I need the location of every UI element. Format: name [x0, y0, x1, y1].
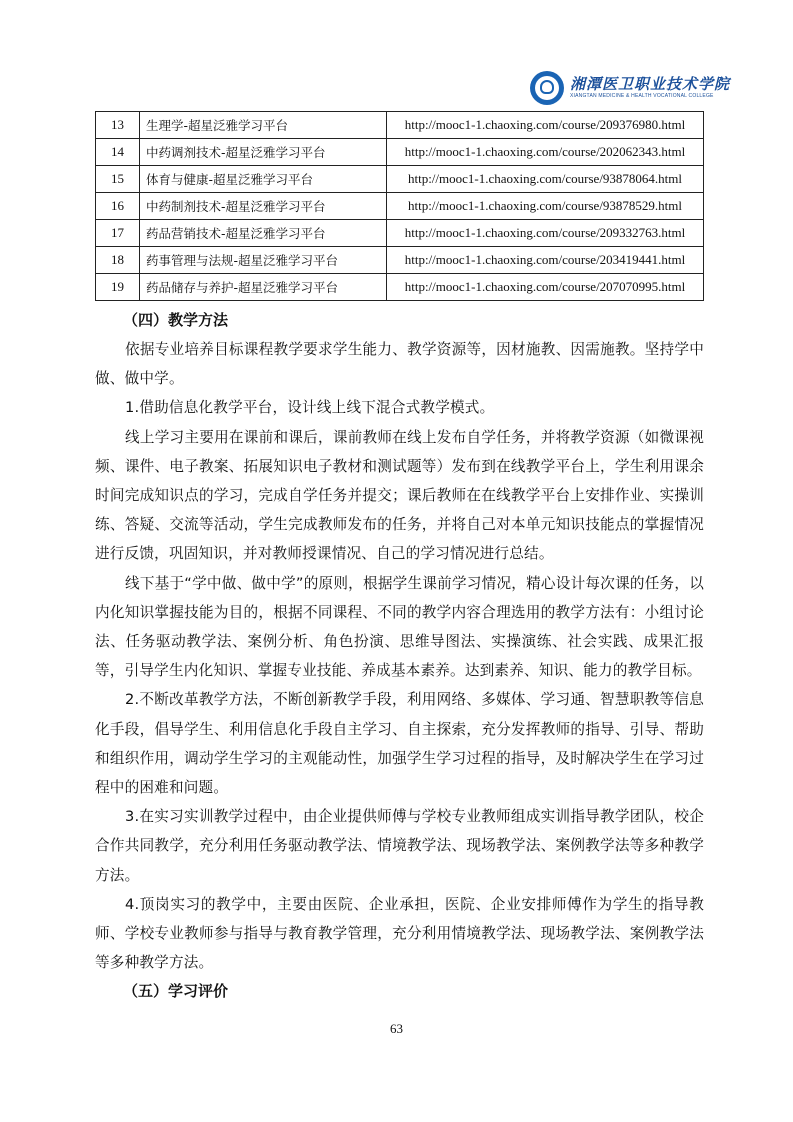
row-number: 18: [96, 247, 140, 274]
course-name: 药品储存与养护-超星泛雅学习平台: [140, 274, 387, 301]
paragraph: 线上学习主要用在课前和课后，课前教师在线上发布自学任务，并将教学资源（如微课视频、课件、电子教案、拓展知识电子教材和测试题等）发布到在线教学平台上，学生利用课余时间完成知识点的学习，完成自学任务并提交；课后教师在在线教学平台上安排作业、实操训练、答疑、交流等活动，学生完成教师发布的任务，并将自己对本单元知识技能点的掌握情况进行反馈，巩固知识，并对教师授课情况、自己的学习情况进行总结。: [95, 428, 704, 563]
table-row: [96, 112, 704, 139]
row-number: 14: [96, 139, 140, 166]
course-url[interactable]: http://mooc1-1.chaoxing.com/course/93878064.html: [387, 166, 704, 193]
course-name: 生理学-超星泛雅学习平台: [140, 112, 387, 139]
course-name: 中药调剂技术-超星泛雅学习平台: [140, 139, 387, 166]
row-number: 15: [96, 166, 140, 193]
page-number: 63: [390, 1021, 403, 1036]
course-url[interactable]: http://mooc1-1.chaoxing.com/course/203419441.html: [387, 247, 704, 274]
section-heading-learning-evaluation: （五）学习评价: [123, 982, 229, 1001]
paragraph: 1.借助信息化教学平台，设计线上线下混合式教学模式。: [125, 399, 495, 417]
row-number: 17: [96, 220, 140, 247]
row-number: 13: [96, 112, 140, 139]
table-row: [96, 274, 704, 301]
logo-english-name: XIANGTAN MEDICINE & HEALTH VOCATIONAL COLLEGE: [570, 93, 714, 99]
course-url[interactable]: http://mooc1-1.chaoxing.com/course/207070995.html: [387, 274, 704, 301]
course-name: 中药制剂技术-超星泛雅学习平台: [140, 193, 387, 220]
table-row: [96, 193, 704, 220]
row-number: 16: [96, 193, 140, 220]
logo-chinese-name: 湘潭医卫职业技术学院: [570, 75, 731, 93]
table-row: [96, 166, 704, 193]
course-links-table: [95, 111, 704, 301]
section-heading-teaching-methods: （四）教学方法: [123, 311, 229, 329]
course-name: 药品营销技术-超星泛雅学习平台: [140, 220, 387, 247]
course-name: 药事管理与法规-超星泛雅学习平台: [140, 247, 387, 274]
paragraph: 2.不断改革教学方法，不断创新教学手段，利用网络、多媒体、学习通、智慧职教等信息化手段，倡导学生、利用信息化手段自主学习、自主探索，充分发挥教师的指导、引导、帮助和组织作用，调动学生学习的主观能动性，加强学生学习过程的指导，及时解决学生在学习过程中的困难和问题。: [95, 691, 704, 797]
row-number: 19: [96, 274, 140, 301]
body-content: [95, 306, 704, 1006]
college-seal-icon: [530, 71, 564, 105]
course-url[interactable]: http://mooc1-1.chaoxing.com/course/93878529.html: [387, 193, 704, 220]
course-url[interactable]: http://mooc1-1.chaoxing.com/course/209376980.html: [387, 112, 704, 139]
course-url[interactable]: http://mooc1-1.chaoxing.com/course/209332763.html: [387, 220, 704, 247]
course-name: 体育与健康-超星泛雅学习平台: [140, 166, 387, 193]
table-row: [96, 139, 704, 166]
paragraph: 线下基于“学中做、做中学”的原则，根据学生课前学习情况，精心设计每次课的任务，以内化知识掌握技能为目的，根据不同课程、不同的教学内容合理选用的教学方法有：小组讨论法、任务驱动教学法、案例分析、角色扮演、思维导图法、实操演练、社会实践、成果汇报等，引导学生内化知识、掌握专业技能、养成基本素养。达到素养、知识、能力的教学目标。: [95, 574, 704, 680]
course-url[interactable]: http://mooc1-1.chaoxing.com/course/202062343.html: [387, 139, 704, 166]
paragraph: 4.顶岗实习的教学中，主要由医院、企业承担，医院、企业安排师傅作为学生的指导教师、学校专业教师参与指导与教育教学管理，充分利用情境教学法、现场教学法、案例教学法等多种教学方法。: [95, 895, 704, 972]
table-row: [96, 247, 704, 274]
paragraph: 依据专业培养目标课程教学要求学生能力、教学资源等，因材施教、因需施教。坚持学中做、做中学。: [95, 341, 704, 388]
college-logo: [530, 68, 740, 108]
paragraph: 3.在实习实训教学过程中，由企业提供师傅与学校专业教师组成实训指导教学团队，校企合作共同教学，充分利用任务驱动教学法、情境教学法、现场教学法、案例教学法等多种教学方法。: [95, 808, 704, 884]
table-row: [96, 220, 704, 247]
